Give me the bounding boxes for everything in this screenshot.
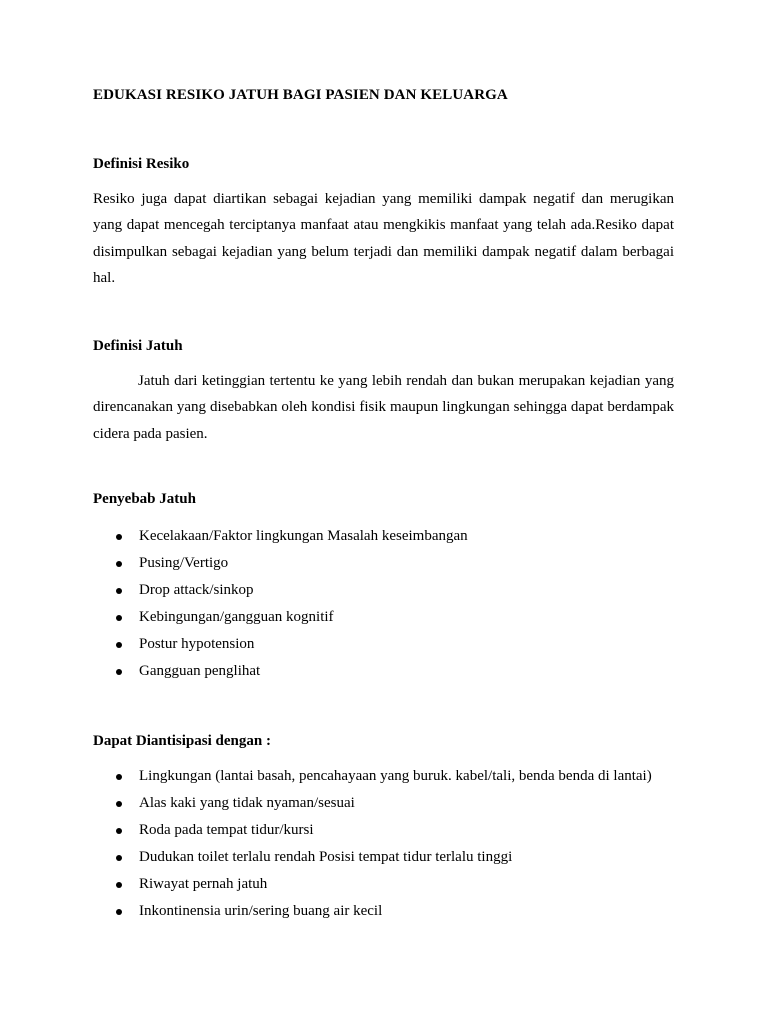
bullet-icon [116,801,122,807]
list-item [93,523,693,550]
dapat-diantisipasi-list [93,763,693,925]
list-item-text: Kebingungan/gangguan kognitif [139,609,334,625]
list-item [93,898,693,925]
bullet-icon [116,855,122,861]
list-item [93,577,693,604]
penyebab-jatuh-list [93,523,693,685]
bullet-icon [116,882,122,888]
list-item [93,844,693,871]
bullet-icon [116,588,122,594]
list-item-text: Lingkungan (lantai basah, pencahayaan yang buruk. kabel/tali, benda benda di lantai) [139,768,652,784]
list-item-text: Gangguan penglihat [139,663,261,679]
section-heading-dapat-diantisipasi: Dapat Diantisipasi dengan : [93,733,271,749]
list-item-text: Drop attack/sinkop [139,582,254,598]
bullet-icon [116,615,122,621]
list-item-text: Alas kaki yang tidak nyaman/sesuai [139,795,355,811]
section-paragraph-definisi-jatuh: Jatuh dari ketinggian tertentu ke yang lebih rendah dan bukan merupakan kejadian yang direncanakan yang disebabkan oleh kondisi fisik maupun lingkungan sehingga dapat berdampak cidera pada pasien. [93,373,674,442]
bullet-icon [116,642,122,648]
section-heading-penyebab-jatuh: Penyebab Jatuh [93,491,196,507]
list-item [93,658,693,685]
bullet-icon [116,774,122,780]
section-paragraph-definisi-resiko: Resiko juga dapat diartikan sebagai kejadian yang memiliki dampak negatif dan merugikan yang dapat mencegah terciptanya manfaat atau mengkikis manfaat yang telah ada.Resiko dapat disimpulkan sebagai kejadian yang belum terjadi dan memiliki dampak negatif dalam berbagai hal. [93,191,674,286]
list-item [93,817,693,844]
bullet-icon [116,669,122,675]
list-item [93,550,693,577]
list-item-text: Riwayat pernah jatuh [139,876,268,892]
section-heading-definisi-jatuh: Definisi Jatuh [93,338,183,354]
bullet-icon [116,534,122,540]
list-item [93,871,693,898]
list-item [93,790,693,817]
list-item-text: Inkontinensia urin/sering buang air kecil [139,903,383,919]
list-item-text: Roda pada tempat tidur/kursi [139,822,314,838]
list-item [93,604,693,631]
list-item-text: Postur hypotension [139,636,255,652]
list-item [93,631,693,658]
bullet-icon [116,828,122,834]
section-heading-definisi-resiko: Definisi Resiko [93,156,190,172]
list-item-text: Dudukan toilet terlalu rendah Posisi tempat tidur terlalu tinggi [139,849,513,865]
list-item-text: Kecelakaan/Faktor lingkungan Masalah keseimbangan [139,528,468,544]
document-title: EDUKASI RESIKO JATUH BAGI PASIEN DAN KELUARGA [93,87,508,103]
bullet-icon [116,561,122,567]
list-item [93,763,693,790]
bullet-icon [116,909,122,915]
list-item-text: Pusing/Vertigo [139,555,229,571]
